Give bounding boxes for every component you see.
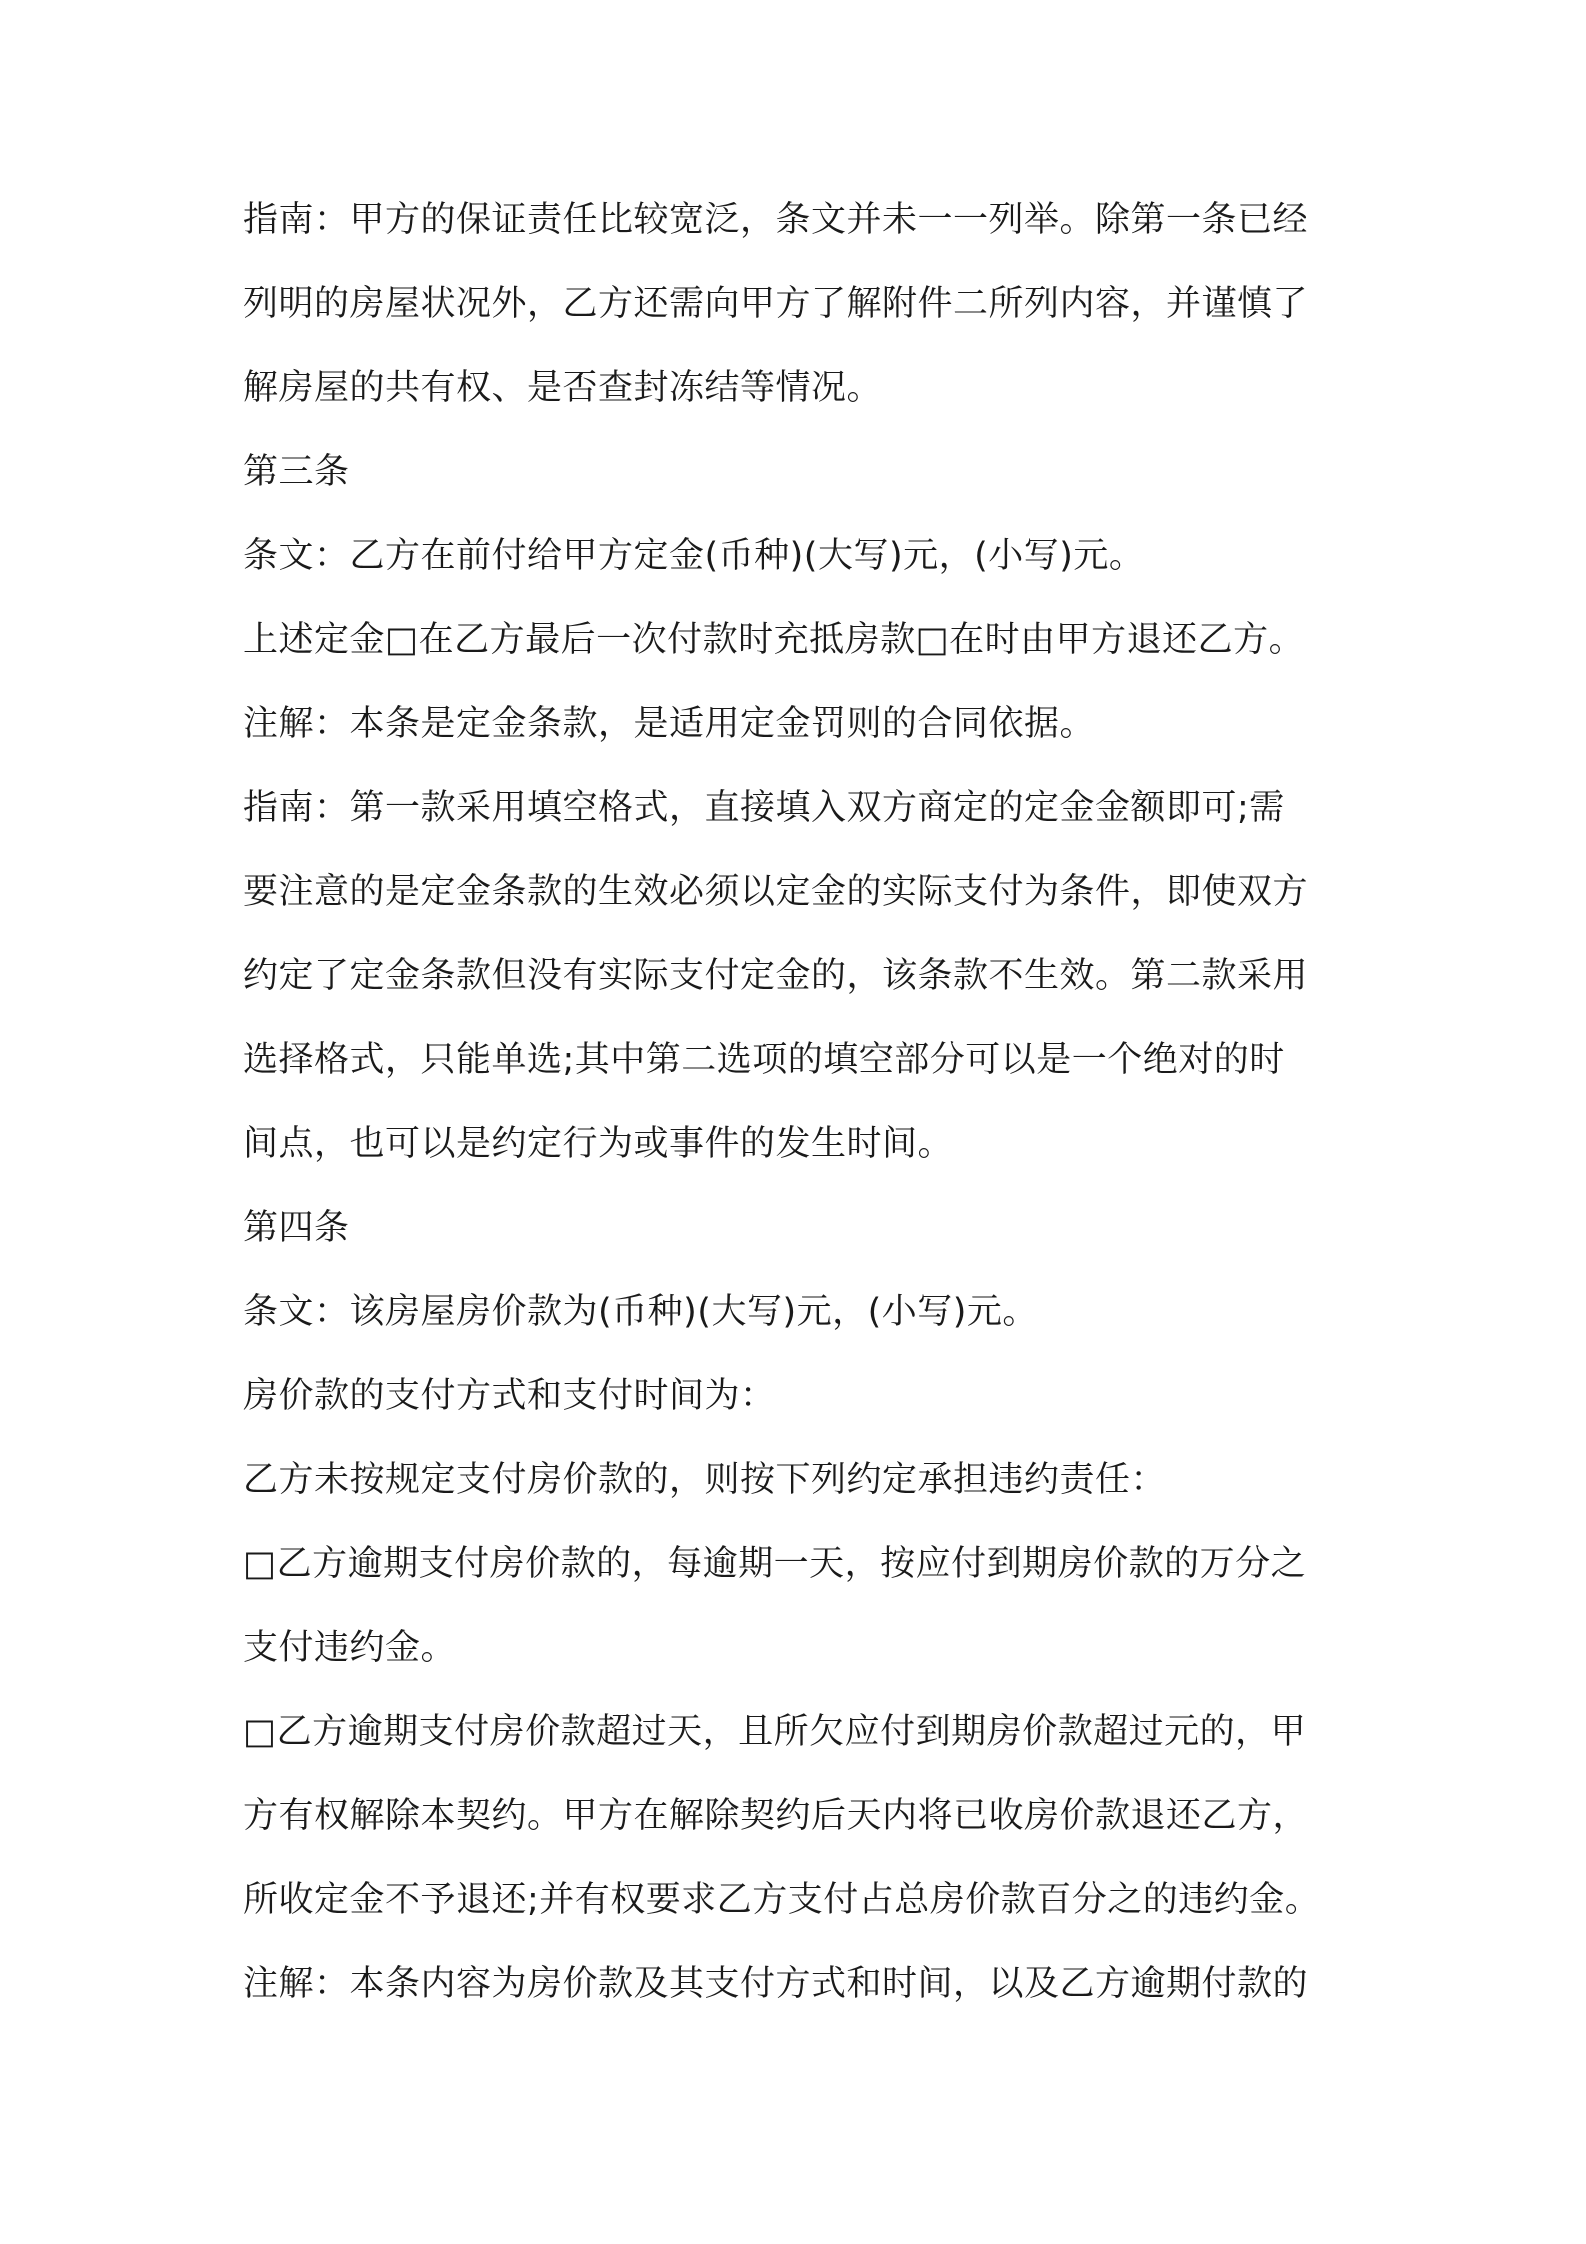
text-line: 支付违约金。	[243, 1628, 457, 1668]
text-line: □乙方逾期支付房价款的，每逾期一天，按应付到期房价款的万分之	[243, 1544, 1307, 1584]
text-line: 所收定金不予退还;并有权要求乙方支付占总房价款百分之的违约金。	[243, 1880, 1321, 1920]
text-line: 注解：本条是定金条款，是适用定金罚则的合同依据。	[243, 704, 1096, 744]
text-line: 房价款的支付方式和支付时间为：	[243, 1376, 776, 1416]
text-line: 乙方未按规定支付房价款的，则按下列约定承担违约责任：	[243, 1460, 1167, 1500]
text-line: 条文：该房屋房价款为(币种)(大写)元，(小写)元。	[243, 1292, 1038, 1332]
text-line: 指南：第一款采用填空格式，直接填入双方商定的定金金额即可;需	[243, 788, 1285, 828]
text-line: 列明的房屋状况外，乙方还需向甲方了解附件二所列内容，并谨慎了	[243, 284, 1309, 324]
article-heading: 第四条	[243, 1208, 350, 1248]
article-heading: 第三条	[243, 452, 350, 492]
text-line: 方有权解除本契约。甲方在解除契约后天内将已收房价款退还乙方，	[243, 1796, 1309, 1836]
text-line: 指南：甲方的保证责任比较宽泛，条文并未一一列举。除第一条已经	[243, 200, 1309, 240]
text-line: 约定了定金条款但没有实际支付定金的，该条款不生效。第二款采用	[243, 956, 1309, 996]
text-line: 条文：乙方在前付给甲方定金(币种)(大写)元，(小写)元。	[243, 536, 1145, 576]
text-line: 上述定金□在乙方最后一次付款时充抵房款□在时由甲方退还乙方。	[243, 620, 1305, 660]
text-line: 间点，也可以是约定行为或事件的发生时间。	[243, 1124, 954, 1164]
text-line: 注解：本条内容为房价款及其支付方式和时间，以及乙方逾期付款的	[243, 1964, 1309, 2004]
text-line: □乙方逾期支付房价款超过天，且所欠应付到期房价款超过元的，甲	[243, 1712, 1307, 1752]
text-line: 选择格式，只能单选;其中第二选项的填空部分可以是一个绝对的时	[243, 1040, 1285, 1080]
text-line: 解房屋的共有权、是否查封冻结等情况。	[243, 368, 883, 408]
document-body	[243, 200, 1363, 2048]
text-line: 要注意的是定金条款的生效必须以定金的实际支付为条件，即使双方	[243, 872, 1309, 912]
